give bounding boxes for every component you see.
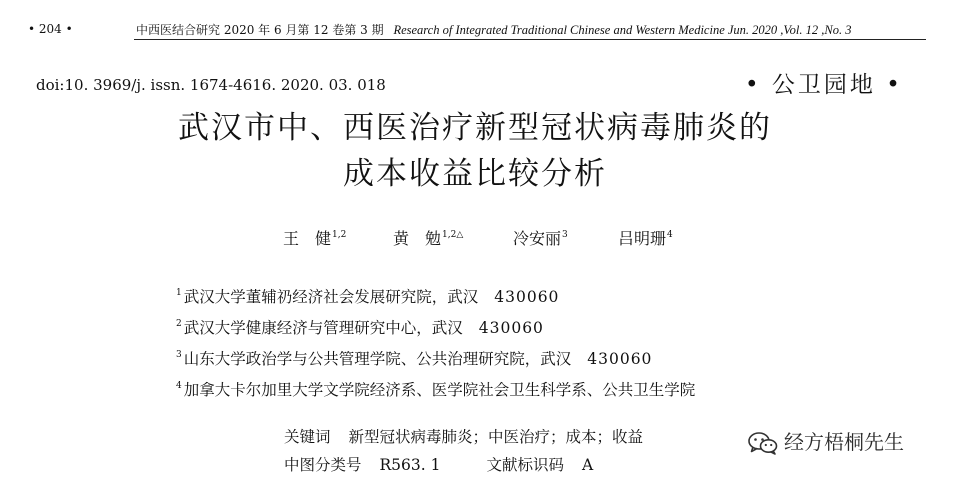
postal-code: 430060	[494, 288, 560, 306]
author: 黄 勉$^{1,2\triangle}$	[393, 229, 464, 248]
document-code-label: 文献标识码	[486, 456, 565, 474]
affiliation: $^4$ 加拿大卡尔加里大学文学院经济系、医学院社会卫生科学系、公共卫生学院	[176, 381, 696, 399]
doi: doi:10. 3969/j. issn. 1674-4616. 2020. 03. 018	[36, 76, 386, 94]
article-metadata	[284, 423, 643, 479]
author-affiliation-mark: 3	[562, 230, 568, 240]
author-affiliation-mark: 4	[667, 230, 673, 240]
header-rule	[134, 39, 926, 40]
postal-code: 430060	[478, 319, 544, 337]
running-header	[0, 0, 955, 40]
title-line-1: 武汉市中、西医治疗新型冠状病毒肺炎的	[178, 110, 772, 146]
title-line-2: 成本收益比较分析	[343, 156, 607, 192]
keywords-value: 新型冠状病毒肺炎；中医治疗；成本；收益	[348, 428, 644, 446]
classification-value: R563. 1	[379, 456, 441, 474]
article-title	[0, 105, 955, 197]
affiliation: $^2$ 武汉大学健康经济与管理研究中心，武汉 430060	[176, 319, 544, 337]
journal-name-en: Research of Integrated Traditional Chinese and Western Medicine Jun. 2020 ,Vol. 12 ,No. 3	[393, 23, 852, 37]
document-code-value: A	[582, 456, 594, 474]
author: 王 健$^{1,2}$	[283, 229, 347, 248]
column-label: • 公卫园地 •	[745, 72, 903, 98]
watermark	[748, 426, 904, 455]
journal-name-cn: 中西医结合研究 2020 年 6 月第 12 卷第 3 期	[136, 23, 384, 37]
keywords-line	[284, 423, 643, 451]
affiliation-list	[176, 280, 695, 404]
classification-label: 中图分类号	[284, 456, 362, 474]
author: 吕明珊$^4$	[618, 229, 673, 248]
affiliation: $^3$ 山东大学政治学与公共管理学院、公共治理研究院，武汉 430060	[176, 350, 653, 368]
author: 冷安丽$^3$	[513, 229, 568, 248]
wechat-icon	[748, 431, 778, 455]
author-affiliation-mark: 1,2△	[442, 230, 464, 240]
page-number: • 204 •	[28, 22, 73, 36]
affiliation: $^1$ 武汉大学董辅礽经济社会发展研究院，武汉 430060	[176, 288, 560, 306]
postal-code: 430060	[587, 350, 653, 368]
author-affiliation-mark: 1,2	[332, 230, 347, 240]
watermark-text: 经方梧桐先生	[784, 430, 904, 454]
classification-line	[284, 451, 643, 479]
journal-citation	[136, 21, 852, 38]
keywords-label: 关键词	[284, 428, 331, 446]
